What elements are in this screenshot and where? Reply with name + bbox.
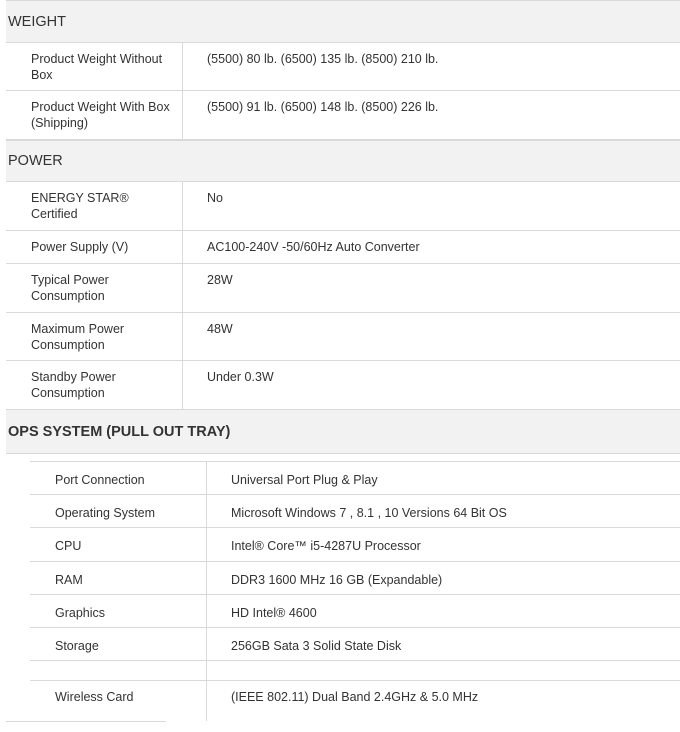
- spec-row-operating-system: [30, 495, 680, 528]
- spec-label: Product Weight With Box (Shipping): [31, 100, 170, 130]
- spec-value: 48W: [207, 322, 233, 336]
- spec-value: (5500) 91 lb. (6500) 148 lb. (8500) 226 lb.: [207, 100, 439, 114]
- column-divider: [182, 91, 183, 139]
- column-divider: [182, 313, 183, 360]
- spec-row-typical-power: [6, 264, 680, 313]
- spec-value: AC100-240V -50/60Hz Auto Converter: [207, 240, 420, 254]
- column-divider: [206, 681, 207, 721]
- spec-value: 256GB Sata 3 Solid State Disk: [231, 639, 402, 653]
- column-divider: [206, 562, 207, 594]
- spec-value: 28W: [207, 273, 233, 287]
- column-divider: [182, 361, 183, 409]
- section-title-weight: WEIGHT: [8, 14, 66, 30]
- spec-row-energy-star: [6, 182, 680, 231]
- spec-value: Under 0.3W: [207, 370, 274, 384]
- spec-row-graphics: [30, 595, 680, 628]
- spec-row-power-supply: [6, 231, 680, 264]
- spec-row-storage: [30, 628, 680, 661]
- spec-value: DDR3 1600 MHz 16 GB (Expandable): [231, 573, 443, 587]
- spec-row-product-weight-with-box: [6, 91, 680, 140]
- column-divider: [182, 43, 183, 90]
- spec-row-empty: [30, 661, 680, 681]
- section-header-power: [6, 140, 680, 182]
- spec-label: Graphics: [55, 606, 106, 620]
- spec-label: ENERGY STAR® Certified: [31, 191, 129, 221]
- spec-row-standby-power: [6, 361, 680, 409]
- spec-value: Intel® Core™ i5-4287U Processor: [231, 539, 421, 553]
- spec-label: RAM: [55, 573, 83, 587]
- spec-value: Microsoft Windows 7 , 8.1 , 10 Versions 64 Bit OS: [231, 506, 507, 520]
- spec-label: Typical Power Consumption: [31, 273, 109, 303]
- spec-label: Storage: [55, 639, 99, 653]
- column-divider: [206, 495, 207, 527]
- column-divider: [206, 661, 207, 680]
- spec-value: Universal Port Plug & Play: [231, 473, 378, 487]
- section-title-ops-system: OPS SYSTEM (PULL OUT TRAY): [8, 424, 231, 440]
- spec-label: Product Weight Without Box: [31, 52, 163, 82]
- spec-row-wireless-card: [30, 681, 680, 721]
- ops-table-bottom-border: [6, 721, 166, 722]
- column-divider: [182, 264, 183, 312]
- spec-label: CPU: [55, 539, 82, 553]
- column-divider: [206, 595, 207, 627]
- section-header-ops-system: [6, 409, 680, 454]
- spec-value: (5500) 80 lb. (6500) 135 lb. (8500) 210 lb.: [207, 52, 439, 66]
- column-divider: [206, 628, 207, 660]
- spec-label: Standby Power Consumption: [31, 370, 116, 400]
- spec-row-port-connection: [30, 462, 680, 495]
- spec-row-cpu: [30, 528, 680, 562]
- spec-value: (IEEE 802.11) Dual Band 2.4GHz & 5.0 MHz: [231, 690, 479, 704]
- section-title-power: POWER: [8, 153, 63, 169]
- spec-row-ram: [30, 562, 680, 595]
- column-divider: [206, 462, 207, 494]
- spec-label: Wireless Card: [55, 690, 134, 704]
- section-header-weight: [6, 0, 680, 43]
- spec-label: Port Connection: [55, 473, 145, 487]
- spec-row-product-weight-without-box: [6, 43, 680, 91]
- column-divider: [182, 182, 183, 230]
- spec-label: Power Supply (V): [31, 240, 129, 254]
- spec-label: Operating System: [55, 506, 156, 520]
- spec-value: HD Intel® 4600: [231, 606, 317, 620]
- spec-value: No: [207, 191, 223, 205]
- spec-label: Maximum Power Consumption: [31, 322, 125, 352]
- column-divider: [182, 231, 183, 263]
- column-divider: [206, 528, 207, 561]
- spec-row-maximum-power: [6, 313, 680, 361]
